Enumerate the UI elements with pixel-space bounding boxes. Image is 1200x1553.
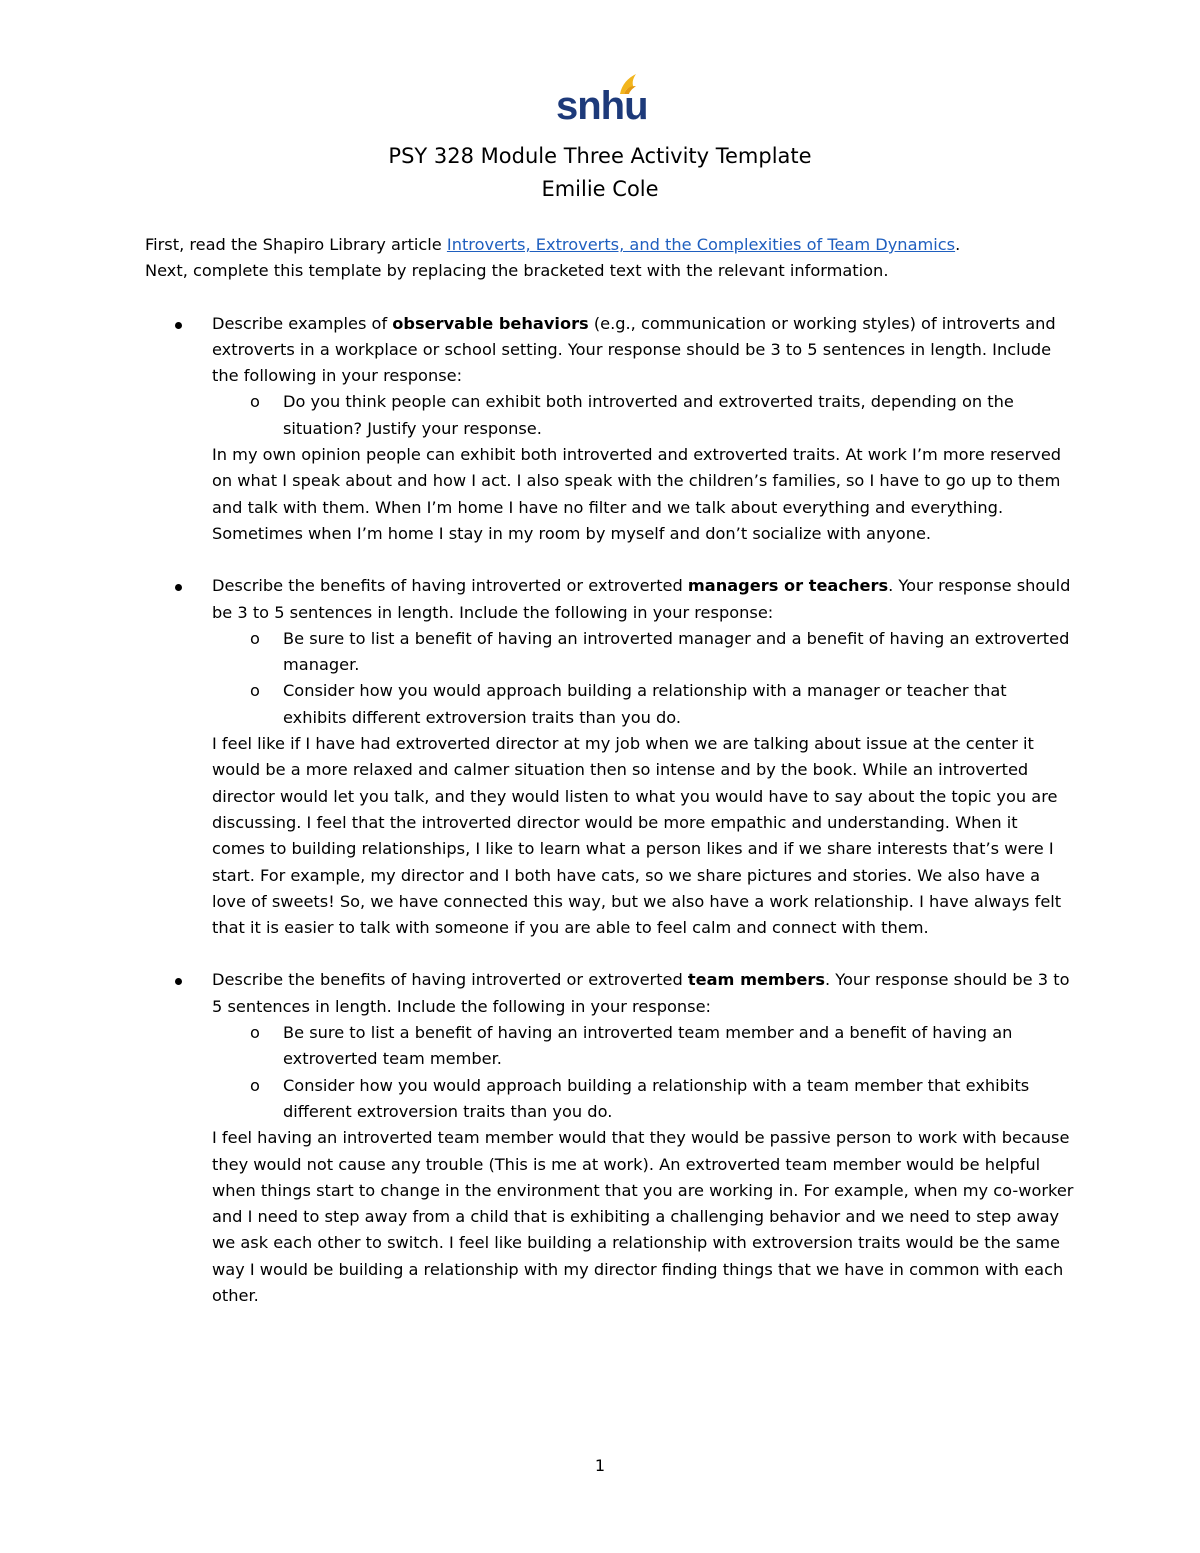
snhu-logo — [552, 72, 648, 134]
sub-item — [212, 1020, 1075, 1073]
section-team-members — [145, 967, 1075, 1309]
bullet-icon — [175, 978, 182, 985]
sub-item-text: Do you think people can exhibit both introverted and extroverted traits, depending on the situation? Justify your response. — [283, 392, 1014, 438]
article-link[interactable]: Introverts, Extroverts, and the Complexities of Team Dynamics — [446, 235, 956, 254]
prompt-text: . Your response should be 3 to 5 sentences in length. Include the following in your response: — [212, 576, 1071, 622]
prompt-text: . Your response should be 3 to 5 sentences in length. Include the following in your response: — [212, 970, 1070, 1016]
circle-bullet-icon: o — [250, 681, 260, 701]
section-prompt — [212, 967, 1075, 1020]
bullet-icon — [175, 322, 182, 329]
sub-item — [212, 389, 1075, 442]
prompt-text: Describe examples of — [212, 313, 393, 333]
document-body — [145, 232, 1075, 1335]
intro-instructions: Next, complete this template by replacing the bracketed text with the relevant information. — [145, 261, 889, 281]
circle-bullet-icon: o — [250, 1075, 260, 1095]
intro-text: First, read the Shapiro Library article — [145, 235, 447, 254]
sub-item-text: Be sure to list a benefit of having an introverted manager and a benefit of having an extroverted manager. — [283, 628, 1070, 675]
prompt-text: Describe the benefits of having introverted or extroverted — [212, 576, 688, 596]
sub-item-text: Consider how you would approach building a relationship with a manager or teacher that exhibits different extroversion traits than you do. — [283, 681, 1007, 727]
circle-bullet-icon: o — [250, 628, 260, 648]
section-observable-behaviors — [145, 311, 1075, 548]
sub-item-text: Consider how you would approach building a relationship with a team member that exhibits different extroversion traits than you do. — [283, 1075, 1030, 1121]
circle-bullet-icon: o — [250, 392, 260, 412]
prompt-text: Describe the benefits of having introverted or extroverted — [212, 970, 688, 990]
sub-item-text: Be sure to list a benefit of having an introverted team member and a benefit of having an extroverted team member. — [283, 1023, 1013, 1069]
response-text: I feel like if I have had extroverted director at my job when we are talking about issue at the center it would be a more relaxed and calmer situation then so intense and by the book. While an introverted director would let you talk, and they would listen to what you would have to say about the topic you are discussing. I feel that the introverted director would be more empathic and understanding. When it comes to building relationships, I like to learn what a person likes and if we share interests that’s were I start. For example, my director and I both have cats, so we share pictures and stories. We also have a love of sweets! So, we have connected this way, but we also have a work relationship. I have always felt that it is easier to talk with someone if you are able to feel calm and connect with them. — [212, 734, 1062, 938]
prompt-bold: team members — [687, 970, 825, 990]
page-title: PSY 328 Module Three Activity Template — [388, 144, 812, 168]
circle-bullet-icon: o — [250, 1023, 260, 1043]
section-prompt — [212, 311, 1075, 390]
title-block — [0, 140, 1200, 206]
intro-paragraph — [145, 232, 1075, 285]
section-prompt — [212, 573, 1075, 626]
intro-text-end: . — [955, 235, 961, 254]
sub-item — [212, 1073, 1075, 1126]
logo-wordmark: snhu — [556, 84, 648, 128]
response-text: I feel having an introverted team member would that they would be passive person to work with because they would not cause any trouble (This is me at work). An extroverted team member would be helpful when things start to change in the environment that you are working in. For example, when my co-worker and I need to step away from a child that is exhibiting a challenging behavior and we need to step away we ask each other to switch. I feel like building a relationship with extroversion traits would be the same way I would be building a relationship with my director finding things that we have in common with each other. — [212, 1128, 1074, 1305]
page-number: 1 — [594, 1456, 606, 1475]
prompt-text: (e.g., communication or working styles) of introverts and extroverts in a workplace or school setting. Your response should be 3 to 5 sentences in length. Include the following in your response: — [212, 313, 1056, 386]
section-managers-teachers — [145, 573, 1075, 941]
sub-item — [212, 626, 1075, 679]
prompt-bold: managers or teachers — [687, 576, 889, 596]
author-name: Emilie Cole — [541, 177, 659, 201]
sub-item — [212, 678, 1075, 731]
bullet-icon — [175, 584, 182, 591]
response-text: In my own opinion people can exhibit both introverted and extroverted traits. At work I’m more reserved on what I speak about and how I act. I also speak with the children’s families, so I have to go up to them and talk with them. When I’m home I have no filter and we talk about everything and everything. Sometimes when I’m home I stay in my room by myself and don’t socialize with anyone. — [212, 445, 1062, 543]
prompt-bold: observable behaviors — [392, 313, 589, 333]
